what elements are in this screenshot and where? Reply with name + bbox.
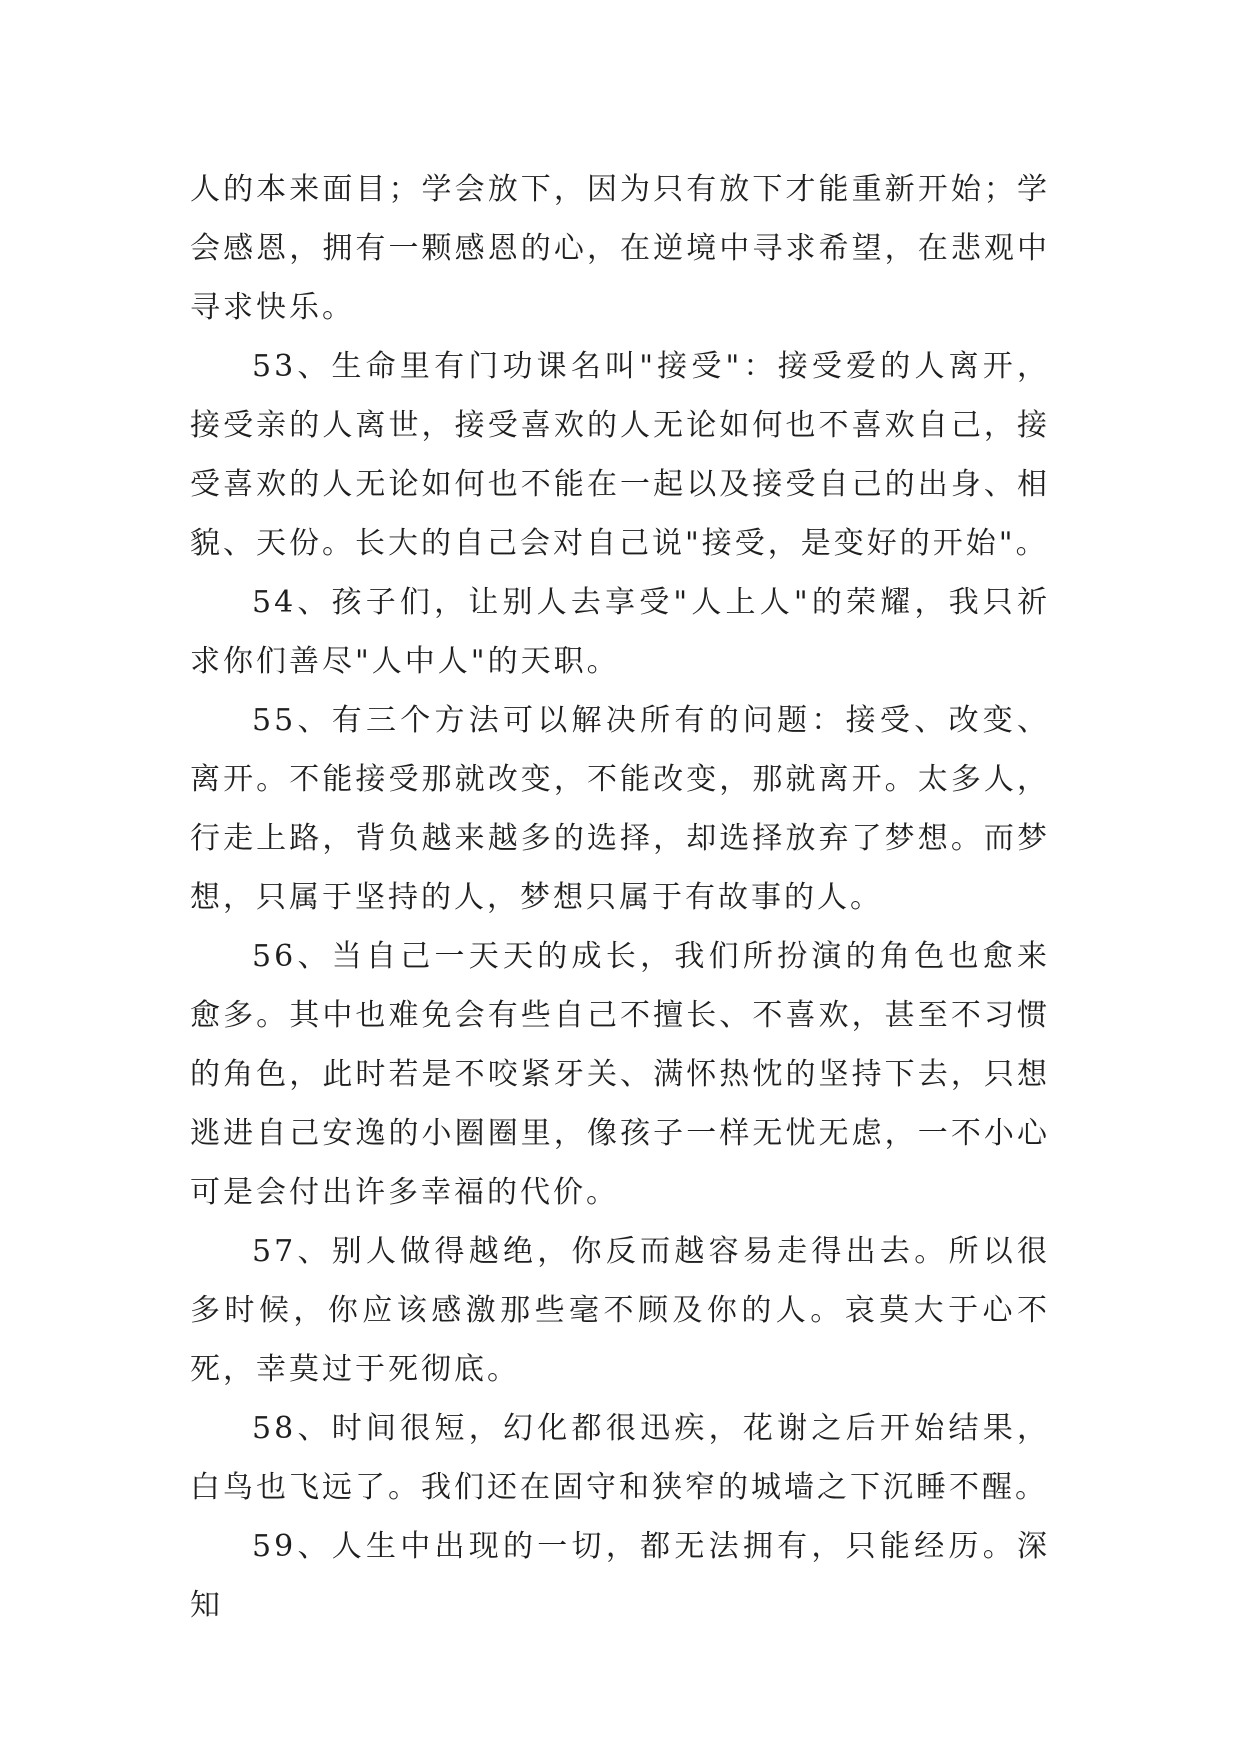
document-body <box>190 160 1050 1635</box>
paragraph-57: 57、别人做得越绝，你反而越容易走得出去。所以很多时候，你应该感激那些毫不顾及你的人。哀莫大于心不死，幸莫过于死彻底。 <box>190 1234 1050 1387</box>
paragraph-59: 59、人生中出现的一切，都无法拥有，只能经历。深知 <box>190 1529 1050 1623</box>
paragraph-56: 56、当自己一天天的成长，我们所扮演的角色也愈来愈多。其中也难免会有些自己不擅长、不喜欢，甚至不习惯的角色，此时若是不咬紧牙关、满怀热忱的坚持下去，只想逃进自己安逸的小圈圈里，像孩子一样无忧无虑，一不小心可是会付出许多幸福的代价。 <box>190 939 1050 1210</box>
paragraph-continued: 人的本来面目；学会放下，因为只有放下才能重新开始；学会感恩，拥有一颗感恩的心，在逆境中寻求希望，在悲观中寻求快乐。 <box>190 172 1050 325</box>
paragraph-53: 53、生命里有门功课名叫"接受"：接受爱的人离开，接受亲的人离世，接受喜欢的人无论如何也不喜欢自己，接受喜欢的人无论如何也不能在一起以及接受自己的出身、相貌、天份。长大的自己会对自己说"接受，是变好的开始"。 <box>190 349 1050 561</box>
paragraph-54: 54、孩子们，让别人去享受"人上人"的荣耀，我只祈求你们善尽"人中人"的天职。 <box>190 585 1050 679</box>
paragraph-58: 58、时间很短，幻化都很迅疾，花谢之后开始结果，白鸟也飞远了。我们还在固守和狭窄的城墙之下沉睡不醒。 <box>190 1411 1050 1505</box>
paragraph-55: 55、有三个方法可以解决所有的问题：接受、改变、离开。不能接受那就改变，不能改变，那就离开。太多人，行走上路，背负越来越多的选择，却选择放弃了梦想。而梦想，只属于坚持的人，梦想只属于有故事的人。 <box>190 703 1050 915</box>
